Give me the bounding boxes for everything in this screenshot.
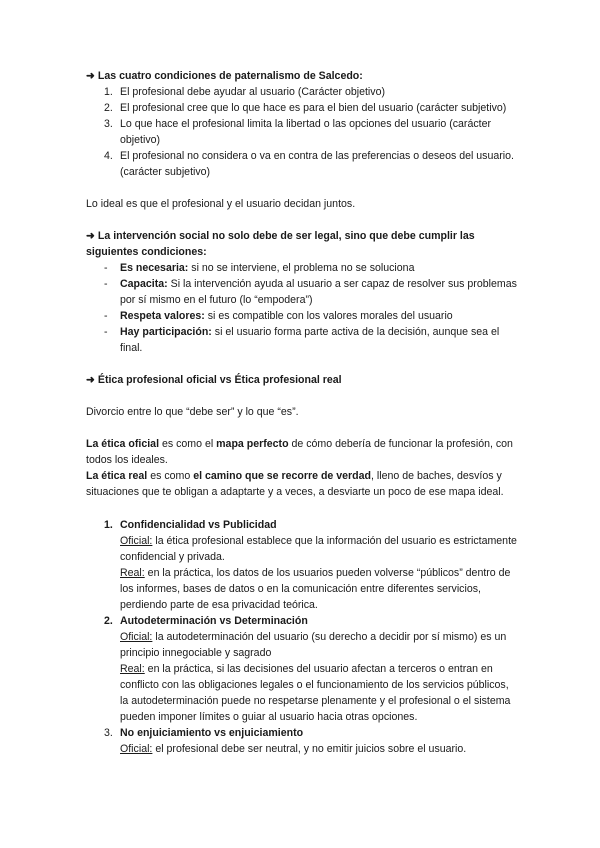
- arrow-right-icon: ➜: [86, 70, 95, 82]
- oficial-text: Oficial: la ética profesional establece que la información del usuario es estrictamente confidencial y privada.: [120, 535, 517, 563]
- list-item: - Hay participación: si el usuario forma parte activa de la decisión, aunque sea el final.: [104, 326, 500, 354]
- item-title: Confidencialidad vs Publicidad: [120, 519, 277, 531]
- official-ethics-paragraph: La ética oficial es como el mapa perfecto de cómo debería de funcionar la profesión, con todos los ideales.: [86, 438, 513, 466]
- list-item: 2. Autodeterminación vs Determinación Oficial: la autodeterminación del usuario (su derecho a decidir por sí mismo) es un principio innegociable y sagrado Real: en la práctica, si las decisiones del usuario afectan a terceros o entran en conflicto con las obligaciones legales o el funcionamiento de los servicios públicos, la autodeterminación puede no respetarse plenamente y el profesional o el sistema pueden imponer límites o guiar al usuario hacia otras opciones.: [86, 613, 518, 725]
- list-item: 3. Lo que hace el profesional limita la libertad o las opciones del usuario (carácter objetivo): [104, 118, 491, 146]
- intervention-conditions-list: [86, 260, 518, 356]
- real-text: Real: en la práctica, los datos de los usuarios pueden volverse “públicos” dentro de los informes, bases de datos o en la comunicación entre diferentes servicios, perdiendo parte de esa privacidad teórica.: [120, 567, 511, 611]
- real-ethics-paragraph: La ética real es como el camino que se recorre de verdad, lleno de baches, desvíos y situaciones que te obligan a adaptarte y a veces, a desviarte un poco de ese mapa ideal.: [86, 470, 504, 498]
- arrow-right-icon: ➜: [86, 230, 95, 242]
- divorce-paragraph: Divorcio entre lo que “debe ser” y lo que “es”.: [86, 406, 299, 418]
- list-item: - Capacita: Si la intervención ayuda al usuario a ser capaz de resolver sus problemas por sí mismo en el futuro (lo “empodera”): [104, 278, 517, 306]
- list-item: 1. El profesional debe ayudar al usuario (Carácter objetivo): [104, 86, 385, 98]
- section-heading-ethics: ➜ Ética profesional oficial vs Ética profesional real: [86, 374, 342, 386]
- paternalism-conditions-list: [86, 84, 518, 180]
- real-text: Real: en la práctica, si las decisiones del usuario afectan a terceros o entran en conflicto con las obligaciones legales o el funcionamiento de los servicios públicos, la autodeterminación puede no respetarse plenamente y el profesional o el sistema pueden imponer límites o guiar al usuario hacia otras opciones.: [120, 663, 511, 723]
- list-item: 1. Confidencialidad vs Publicidad Oficial: la ética profesional establece que la información del usuario es estrictamente confidencial y privada. Real: en la práctica, los datos de los usuarios pueden volverse “públicos” dentro de los informes, bases de datos o en la comunicación entre diferentes servicios, perdiendo parte de esa privacidad teórica.: [104, 519, 517, 611]
- list-item: 4. El profesional no considera o va en contra de las preferencias o deseos del usuario. (carácter subjetivo): [104, 150, 514, 178]
- list-item: 2. El profesional cree que lo que hace es para el bien del usuario (carácter subjetivo): [104, 102, 507, 114]
- arrow-right-icon: ➜: [86, 374, 95, 386]
- list-item: 3. No enjuiciamiento vs enjuiciamiento Oficial: el profesional debe ser neutral, y no emitir juicios sobre el usuario.: [86, 725, 518, 757]
- ethics-comparison-list: [86, 517, 518, 757]
- section-heading-paternalism: ➜ Las cuatro condiciones de paternalismo de Salcedo:: [86, 70, 363, 82]
- ideal-paragraph: Lo ideal es que el profesional y el usuario decidan juntos.: [86, 198, 356, 210]
- section-heading-intervention: ➜ La intervención social no solo debe de ser legal, sino que debe cumplir las siguientes condiciones:: [86, 230, 475, 258]
- list-item: - Es necesaria: si no se interviene, el problema no se soluciona: [104, 262, 415, 274]
- oficial-text: Oficial: la autodeterminación del usuario (su derecho a decidir por sí mismo) es un principio innegociable y sagrado: [120, 631, 507, 659]
- document-page: [86, 68, 518, 757]
- item-title: No enjuiciamiento vs enjuiciamiento: [120, 727, 304, 739]
- item-title: Autodeterminación vs Determinación: [120, 615, 308, 627]
- oficial-text: Oficial: el profesional debe ser neutral, y no emitir juicios sobre el usuario.: [120, 743, 467, 755]
- list-item: - Respeta valores: si es compatible con los valores morales del usuario: [104, 310, 453, 322]
